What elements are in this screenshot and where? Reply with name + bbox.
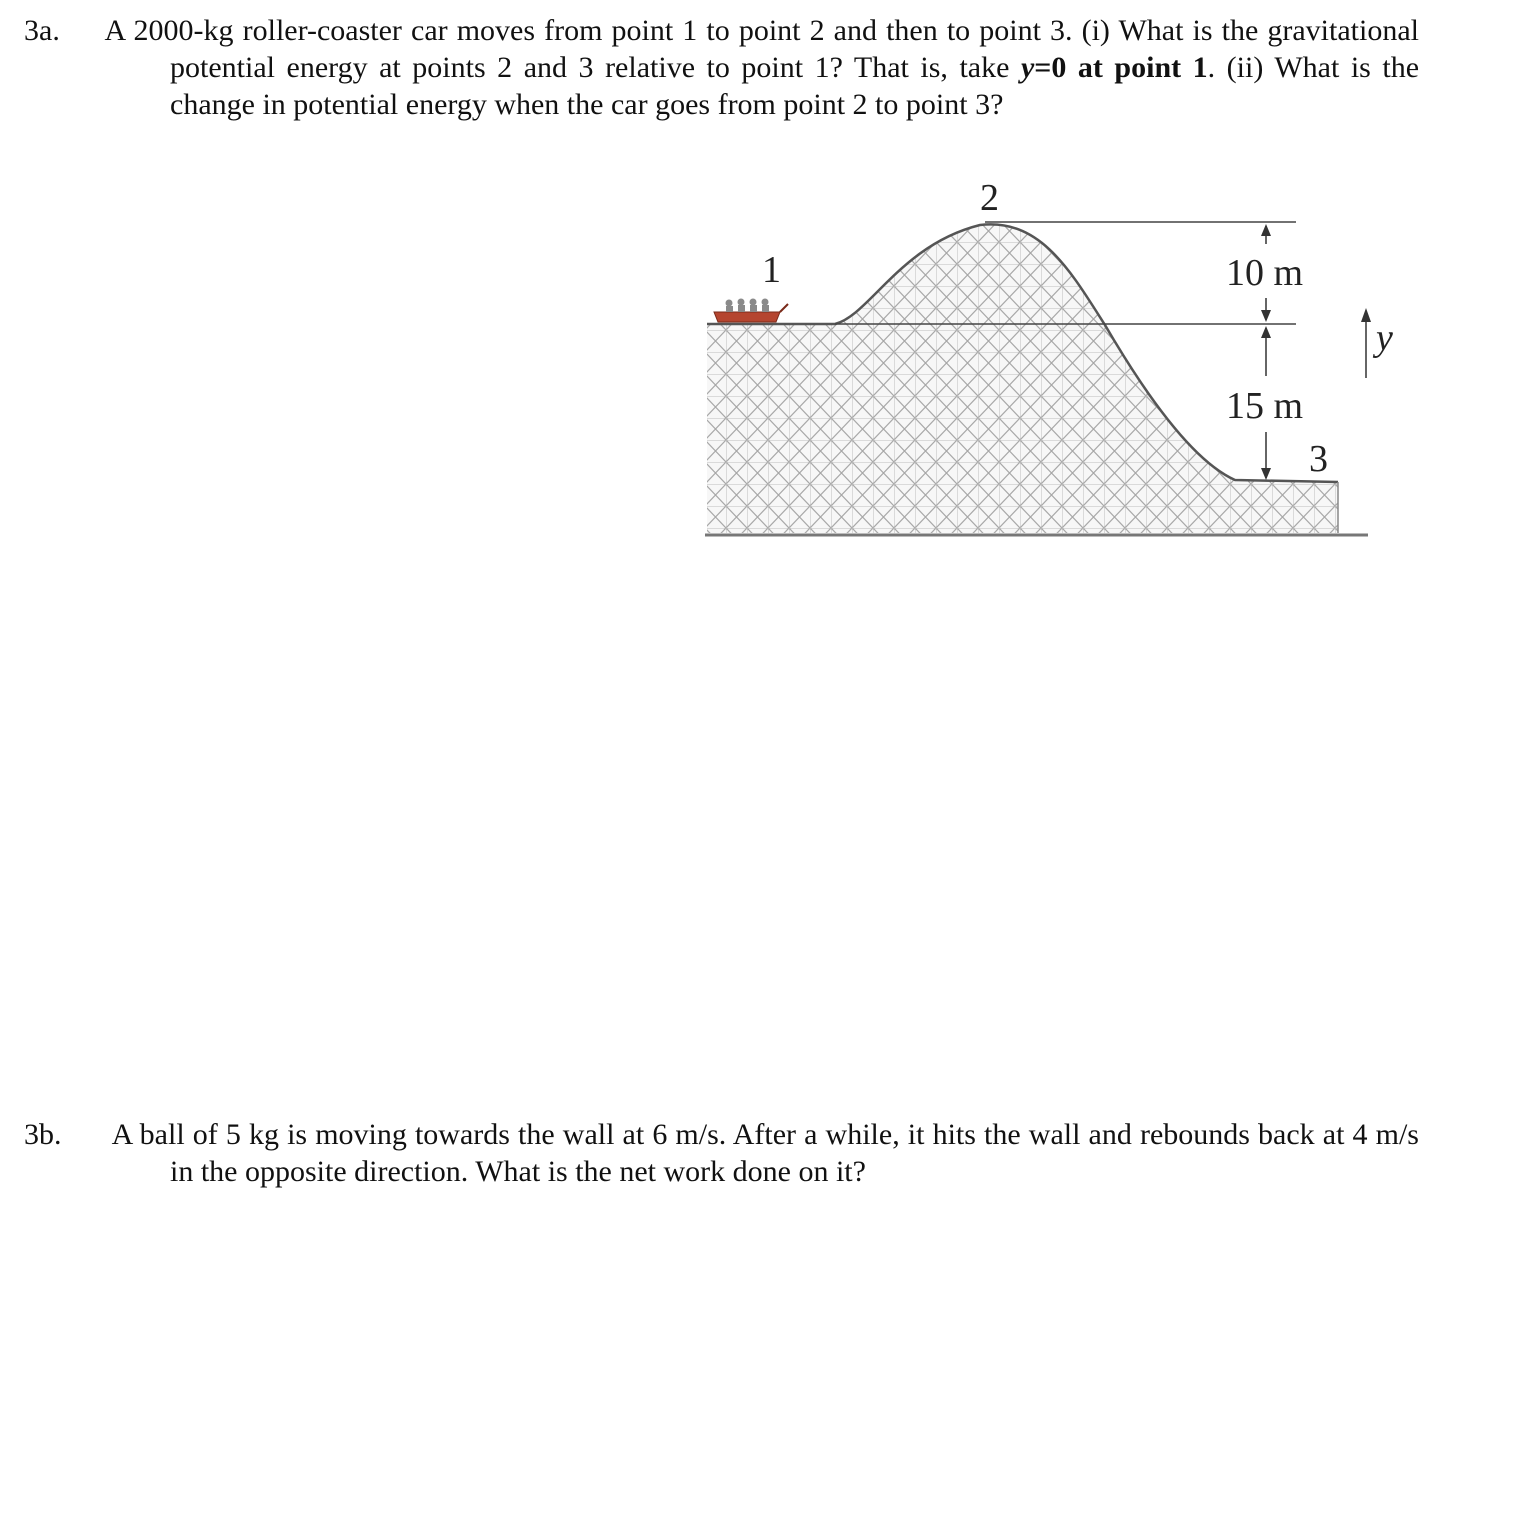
problem-3a-text-part2: . (ii) What is the change in potential energy when the car goes from point 2 to point 3?: [170, 51, 1420, 121]
problem-3a-text: 3a. A 2000-kg roller-coaster car moves from point 1 to point 2 and then to point 3. (i) What is the gravitational potential energy at points 2 and 3 relative to point 1? That is, take y=0 at point 1. (ii) What is the change in potential energy when the car goes from point 2 to point 3?: [24, 14, 1420, 121]
problem-3a-bold-text: =0 at point 1: [1034, 51, 1208, 84]
problem-3b-body: A ball of 5 kg is moving towards the wall at 6 m/s. After a while, it hits the wall and rebounds back at 4 m/s in the opposite direction. What is the net work done on it?: [111, 1118, 1419, 1188]
problem-3b: [24, 1116, 1419, 1190]
problem-3a-text-part1: A 2000-kg roller-coaster car moves from point 1 to point 2 and then to point 3. (i) What is the gravitational potential energy at points 2 and 3 relative to point 1? That is, take: [104, 14, 1419, 84]
y-axis-arrow: [1361, 308, 1371, 378]
variable-y: y: [1020, 51, 1035, 84]
point-2-label: 2: [980, 177, 999, 219]
roller-coaster-car: [714, 299, 788, 323]
height-15m-label: 15 m: [1226, 385, 1304, 427]
height-10m-label: 10 m: [1226, 252, 1304, 294]
y-axis-label: y: [1376, 317, 1393, 359]
point-3-label: 3: [1309, 438, 1328, 480]
point-1-label: 1: [762, 249, 781, 291]
problem-3b-text: 3b. A ball of 5 kg is moving towards the wall at 6 m/s. After a while, it hits the wall and rebounds back at 4 m/s in the opposite direction. What is the net work done on it?: [24, 1118, 1419, 1188]
